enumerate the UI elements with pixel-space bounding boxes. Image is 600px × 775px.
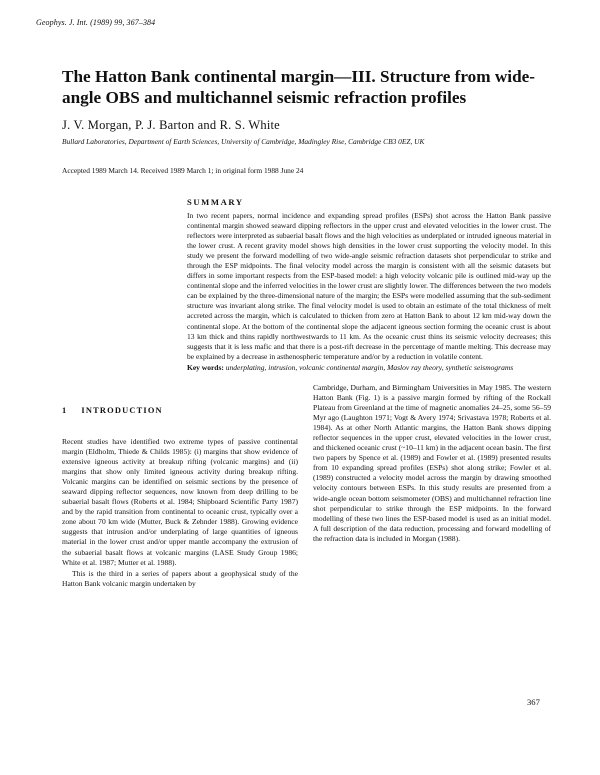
received-dates: Accepted 1989 March 14. Received 1989 March 1; in original form 1988 June 24 (62, 166, 304, 175)
paragraph: This is the third in a series of papers about a geophysical study of the Hatton Bank volcanic margin undertaken by (62, 568, 298, 588)
running-head: Geophys. J. Int. (1989) 99, 367–384 (36, 18, 156, 27)
affiliation: Bullard Laboratories, Department of Earth Sciences, University of Cambridge, Madingley Rise, Cambridge CB3 0EZ, UK (62, 137, 425, 146)
keywords-label: Key words: (187, 363, 224, 372)
summary-body: In two recent papers, normal incidence and expanding spread profiles (ESPs) shot across the Hatton Bank passive continental margin showed seaward dipping reflectors in the upper crust and elevated velocities in the lower crust. The reflectors were interpreted as subaerial basalt flows and the high velocities as underplated or intruded igneous material in the lower crust. A recent gravity model shows high densities in the lower crust supporting the velocity model. In this study we present the forward modelling of two wide-angle seismic refraction datasets shot perpendicular to strike and through the ESP midpoints. The final velocity model across the margin is consistent with all the seismic datasets but differs in some important respects from the ESP-based model: a high velocity volcanic pile is outlined mid-way up the continental slope and the inferred velocities in the lower crust are slightly lower. The differences between the two models can be explained by the three-dimensional nature of the margin; the ESPs were modelled assuming that the sub-sediment structure was invariant along strike. The final velocity model is used to obtain an estimate of the total thickness of melt accreted across the margin, which is calculated to thicken from zero at Hatton Bank to about 12 km mid-way down the continental slope. At the bottom of the continental slope the adjacent igneous section forming the oceanic crust is about 13 km thick and thins rapidly northwestwards to 11 km. As the oceanic crust thins its seismic velocity decreases; this suggests that it is less mafic and that there is a post-rift decrease in the percentage of mantle melting. This decrease may be explained by a decrease in asthenospheric temperature and/or by a reduction in volatile content. (187, 211, 551, 361)
page-number: 367 (527, 697, 540, 707)
paper-title: The Hatton Bank continental margin—III. Structure from wide-angle OBS and multichannel seismic refraction profiles (62, 67, 535, 107)
paragraph: Recent studies have identified two extreme types of passive continental margin (Eldholm, Thiede & Childs 1985): (i) margins that show evidence of extensive igneous activity at breakup rifting (volcanic margins) and (ii) margins that show only limited igneous activity during breakup rifting. Volcanic margins can be identified on seismic sections by the presence of seaward dipping reflector sequences, now known from deep drilling to be subaerial basalt flows (Roberts et al. 1984; Shipboard Scientific Party 1987) and by the rapid transition from continental to oceanic crust, typically over a zone about 70 km wide (Mutter, Buck & Zehnder 1988). Growing evidence suggests that intrusion and/or underplating of large quantities of igneous material in the lower crust and/or upper mantle accompany the extrusion of the subaerial basalt flows at volcanic margins (LASE Study Group 1986; White et al. 1987; Mutter et al. 1988). (62, 437, 298, 567)
section-title: INTRODUCTION (81, 406, 163, 415)
section-heading-introduction (62, 406, 163, 415)
section-number: 1 (62, 406, 68, 415)
authors: J. V. Morgan, P. J. Barton and R. S. White (62, 118, 280, 132)
summary-heading: SUMMARY (187, 197, 244, 207)
right-column (313, 383, 551, 544)
keywords-text: underplating, intrusion, volcanic continental margin, Maslov ray theory, synthetic seismograms (225, 363, 514, 372)
left-column (62, 437, 298, 589)
paragraph: Cambridge, Durham, and Birmingham Universities in May 1985. The western Hatton Bank (Fig. 1) is a passive margin formed by rifting of the Rockall Plateau from Greenland at the time of magnetic anomalies 24–25, some 56–59 Myr ago (Laughton 1971; Vogt & Avery 1974; Srivastava 1978; Roberts et al. 1984). As at other North Atlantic margins, the Hatton Bank shows dipping reflector sequences in the upper crust, elevated velocities in the lower crust, and thickened oceanic crust (~10–11 km) in the adjacent ocean basin. The first two papers by Spence et al. (1989) and Fowler et al. (1989) presented results from 10 expanding spread profiles (ESPs) shot along strike; Fowler et al. (1989) constructed a velocity model across the margin by drawing smoothed velocity contours between ESPs. In this study results are presented from a wide-angle ocean bottom seismometer (OBS) and multichannel refraction line shot perpendicular to strike through the ESP midpoints. In the forward modelling of these two lines the ESP-based model is used as an initial model. A full description of the data reduction, processing and forward modelling of the refraction data is included in Morgan (1988). (313, 383, 551, 543)
keywords (187, 363, 551, 373)
